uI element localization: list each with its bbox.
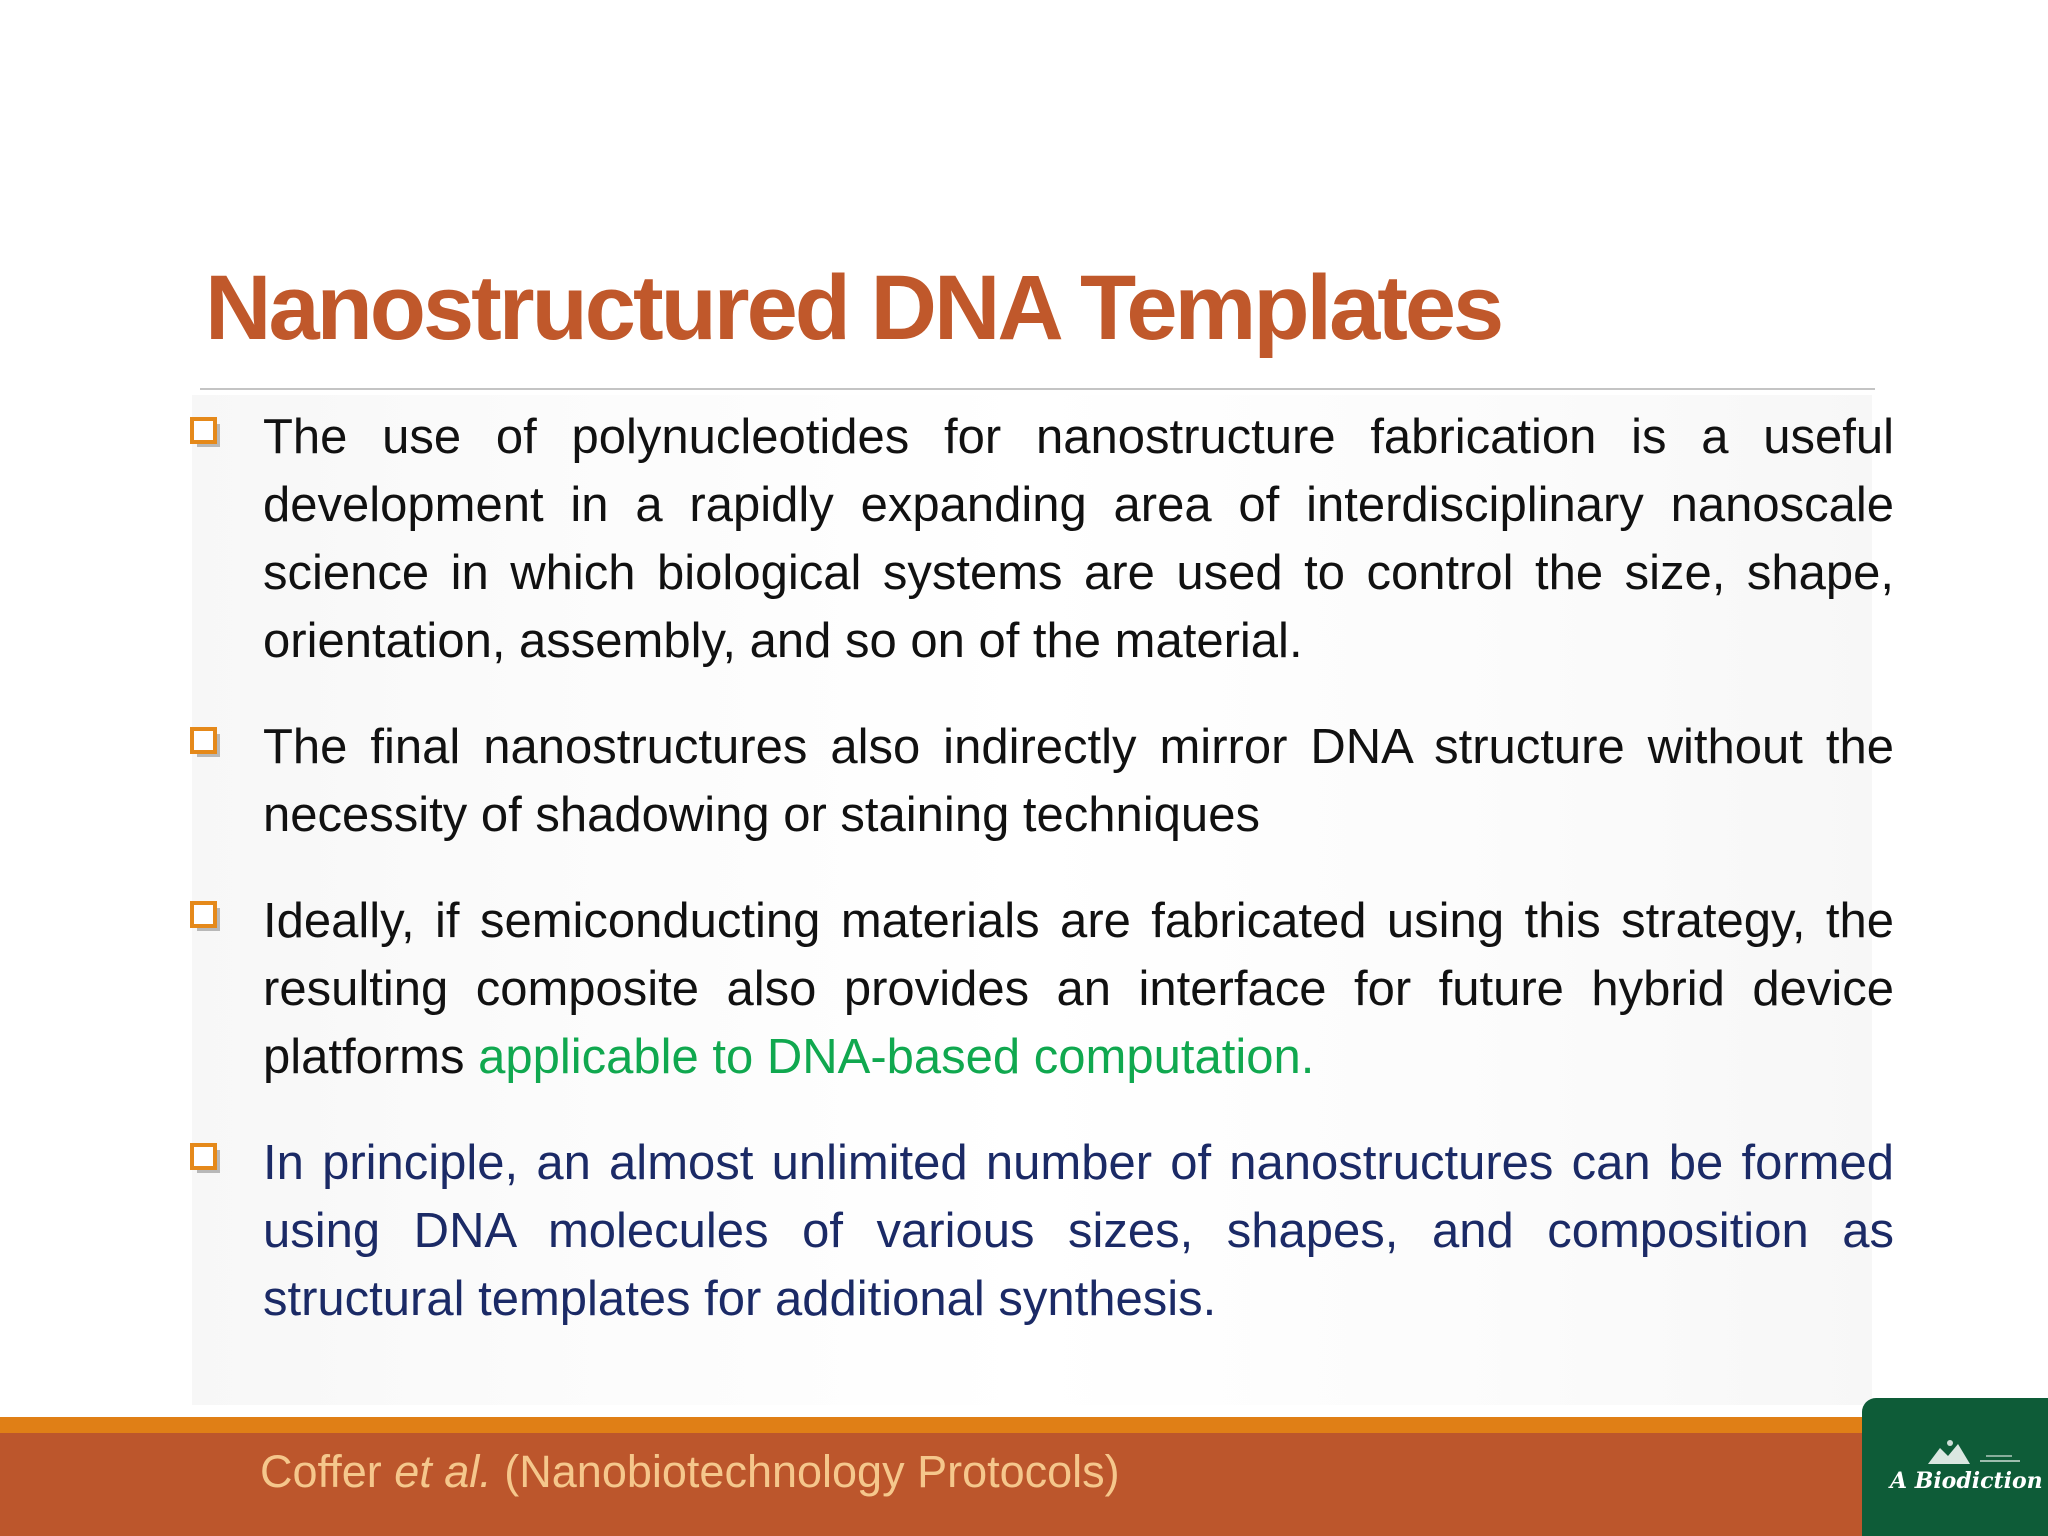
logo-text: A Biodiction bbox=[1890, 1468, 2043, 1494]
bullet-text bbox=[263, 1129, 1894, 1333]
checkbox-bullet-icon bbox=[190, 727, 222, 759]
bullet-text-span: Ideally, if semiconducting materials are fabricated using this strategy, the resulting composite also provides an interface for future hybrid device platforms bbox=[263, 894, 1894, 1084]
bullet-text bbox=[263, 713, 1894, 849]
bullet-text bbox=[263, 887, 1894, 1091]
checkbox-bullet-icon bbox=[190, 417, 222, 449]
highlighted-phrase: applicable to DNA-based computation. bbox=[478, 1030, 1315, 1084]
biodiction-logo bbox=[1862, 1398, 2048, 1536]
logo-mountain-icon bbox=[1920, 1438, 2030, 1468]
bullet-item bbox=[186, 403, 1894, 675]
citation-source: (Nanobiotechnology Protocols) bbox=[491, 1446, 1120, 1497]
title-divider bbox=[200, 388, 1875, 390]
footer-accent-stripe bbox=[0, 1417, 2048, 1433]
citation bbox=[260, 1446, 1120, 1498]
bullet-text-span: The use of polynucleotides for nanostructure fabrication is a useful development in a rapidly expanding area of interdisciplinary nanoscale science in which biological systems are used to control the size, shape, orientation, assembly, and so on of the material. bbox=[263, 410, 1894, 668]
bullet-text-span: The final nanostructures also indirectly mirror DNA structure without the necessity of shadowing or staining techniques bbox=[263, 720, 1894, 842]
checkbox-bullet-icon bbox=[190, 901, 222, 933]
slide-title: Nanostructured DNA Templates bbox=[205, 257, 1502, 359]
citation-author: Coffer bbox=[260, 1446, 395, 1497]
bullet-item bbox=[186, 1129, 1894, 1333]
bullet-item bbox=[186, 713, 1894, 849]
bullet-text-span: In principle, an almost unlimited number of nanostructures can be formed using DNA molecules of various sizes, shapes, and composition as structural templates for additional synthesis. bbox=[263, 1136, 1894, 1326]
checkbox-bullet-icon bbox=[190, 1143, 222, 1175]
bullet-item bbox=[186, 887, 1894, 1091]
bullet-text bbox=[263, 403, 1894, 675]
bullet-list bbox=[186, 403, 1894, 1371]
citation-etal: et al. bbox=[394, 1446, 492, 1497]
